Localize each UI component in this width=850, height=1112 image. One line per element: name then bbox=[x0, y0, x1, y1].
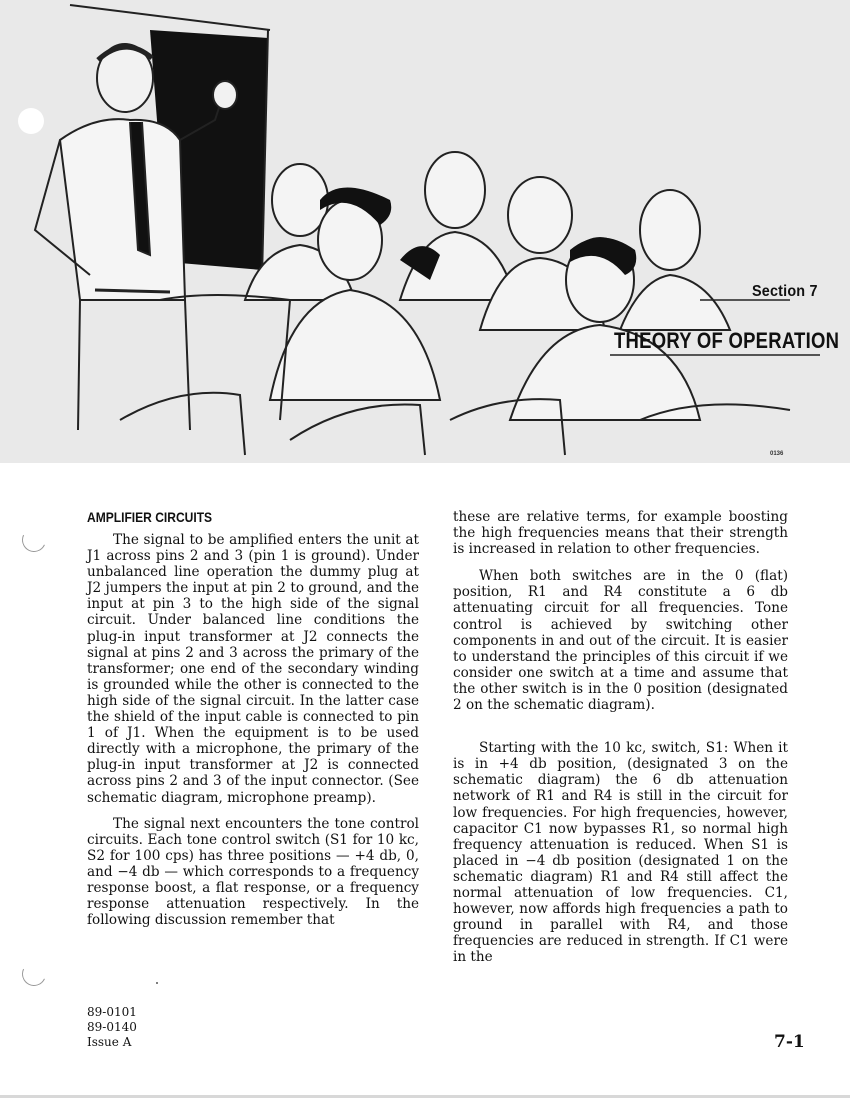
page-number: 7-1 bbox=[774, 1032, 805, 1052]
paragraph: The signal to be amplified enters the unit at J1 across pins 2 and 3 (pin 1 is ground). Under unbalanced line operation the dummy plug at J2 jumpers the input at pin 2 to ground, and the input at pin 3 to the high side of the signal circuit. Under balanced line conditions the plug-in input transformer at J2 connects the signal at pins 2 and 3 across the primary of the transformer; one end of the secondary winding is grounded while the other is connected to the high side of the signal circuit. In the latter case the shield of the input cable is connected to pin 1 of J1. When the equipment is to be used directly with a microphone, the primary of the plug-in input transformer at J2 is connected across pins 2 and 3 of the input connector. (See schematic diagram, microphone preamp). bbox=[87, 532, 419, 806]
binder-hole-mark bbox=[19, 525, 50, 556]
audience-figures bbox=[245, 152, 730, 420]
doc-number: 89-0140 bbox=[87, 1020, 137, 1034]
section-title: THEORY OF OPERATION bbox=[614, 328, 840, 353]
paragraph: Starting with the 10 kc, switch, S1: When it is in +4 db position, (designated 3 on the schematic diagram) the 6 db attenuation network of R1 and R4 is still in the circuit for low frequencies. For high frequencies, however, capacitor C1 now bypasses R1, so normal high frequency attenuation is reduced. When S1 is placed in −4 db position (designated 1 on the schematic diagram) R1 and R4 still affect the normal attenuation of low frequencies. C1, however, now affords high frequencies a path to ground in parallel with R4, and those frequencies are reduced in strength. If C1 were in the bbox=[453, 740, 788, 966]
issue-label: Issue A bbox=[87, 1035, 132, 1049]
document-numbers bbox=[87, 1005, 137, 1050]
page-edge bbox=[0, 1095, 850, 1098]
stray-mark bbox=[156, 982, 158, 984]
right-column bbox=[453, 509, 788, 965]
section-heading: AMPLIFIER CIRCUITS bbox=[87, 509, 213, 525]
paragraph: these are relative terms, for example boosting the high frequencies means that their strength is increased in relation to other frequencies. bbox=[453, 509, 788, 558]
doc-number: 89-0101 bbox=[87, 1005, 137, 1019]
classroom-lecture-icon bbox=[0, 0, 850, 463]
binder-hole bbox=[18, 108, 44, 134]
paragraph: When both switches are in the 0 (flat) position, R1 and R4 constitute a 6 db attenuating circuit for all frequencies. Tone control is achieved by switching other components in and out of the circuit. It is easier to understand the principles of this circuit if we consider one switch at a time and assume that the other switch is in the 0 position (designated 2 on the schematic diagram). bbox=[453, 568, 788, 714]
header-illustration bbox=[0, 0, 850, 463]
binder-hole-mark bbox=[19, 959, 50, 990]
figure-code: 0136 bbox=[770, 451, 784, 457]
section-label: Section 7 bbox=[752, 283, 818, 300]
left-column bbox=[87, 532, 419, 928]
paragraph: The signal next encounters the tone control circuits. Each tone control switch (S1 for 10 kc, S2 for 100 cps) has three positions — +4 db, 0, and −4 db — which corresponds to a frequency response boost, a flat response, or a frequency response attenuation respectively. In the following discussion remember that bbox=[87, 815, 419, 929]
